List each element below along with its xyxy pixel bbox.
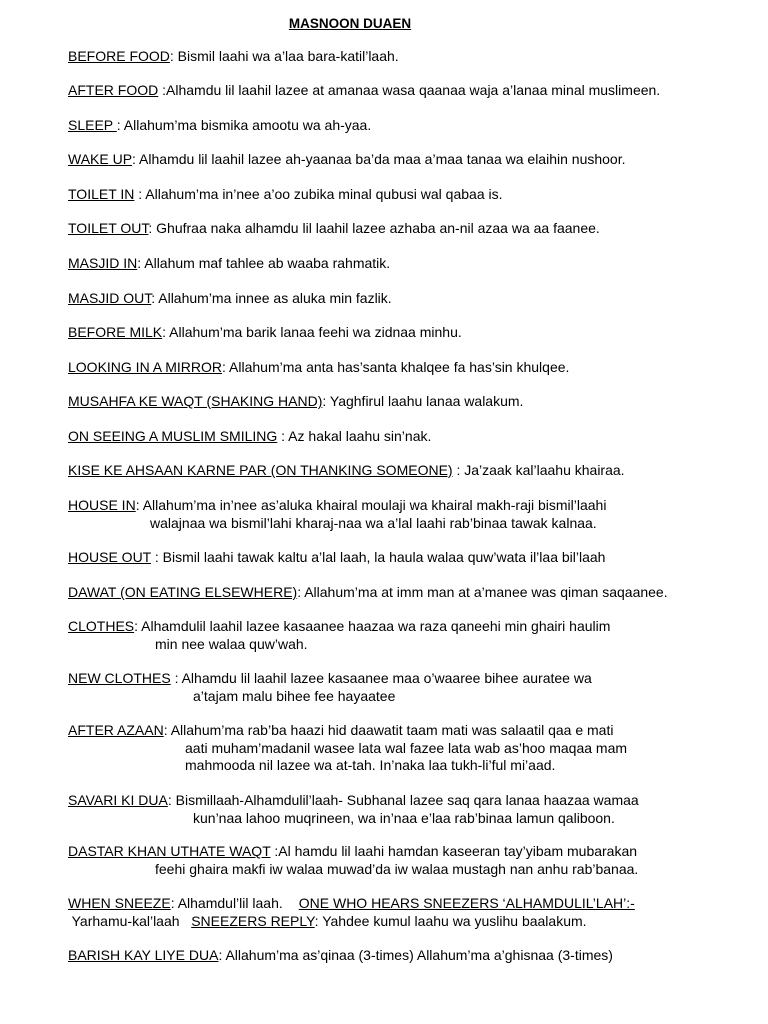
dua-separator: :	[116, 117, 121, 133]
dua-when-sneeze	[68, 895, 758, 930]
dua-separator: :	[132, 151, 136, 167]
dua-label: MUSAHFA KE WAQT (SHAKING HAND)	[68, 393, 323, 409]
dua-text: Allahum’ma innee as aluka min fazlik.	[155, 290, 392, 306]
dua-separator: :	[163, 722, 168, 738]
dua-separator: :	[277, 428, 286, 444]
dua-text: Allahum’ma in’nee a’oo zubika minal qubusi wal qabaa is.	[142, 186, 503, 202]
dua-dastar-khan	[68, 843, 758, 878]
dua-text: Bismillaah-Alhamdulil’laah- Subhanal lazee saq qara lanaa haazaa wamaa	[171, 792, 639, 808]
dua-text: Allahum’ma as’qinaa (3-times) Allahum’ma a’ghisnaa (3-times)	[222, 947, 613, 963]
dua-text: Allahum maf tahlee ab waaba rahmatik.	[141, 255, 391, 271]
dua-label: WAKE UP	[68, 151, 133, 167]
dua-text-continued: aati muham’madanil wasee lata wal fazee lata wab as’hoo maqaa mam	[185, 739, 628, 756]
dua-label: LOOKING IN A MIRROR	[68, 359, 223, 375]
dua-separator: :	[270, 843, 279, 859]
dua-thanking-someone	[68, 462, 758, 480]
dua-separator: :	[148, 220, 153, 236]
dua-label: SLEEP	[68, 117, 117, 133]
dua-label: TOILET OUT	[68, 220, 149, 236]
dua-text-continued: a’tajam malu bihee fee hayaatee	[193, 687, 396, 704]
dua-text: Alhamdu lil laahil lazee ah-yaanaa ba’da maa a’maa tanaa wa elaihin nushoor.	[135, 151, 626, 167]
dua-looking-in-mirror	[68, 359, 758, 377]
dua-text: Az hakal laahu sin’nak.	[285, 428, 432, 444]
dua-text: Bismil laahi wa a’laa bara-katil’laah.	[173, 48, 399, 64]
dua-separator: :	[162, 324, 167, 340]
dua-label: AFTER FOOD	[68, 82, 159, 98]
dua-after-food	[68, 82, 758, 100]
dua-text: Allahum’ma barik lanaa feehi wa zidnaa minhu.	[166, 324, 462, 340]
dua-separator: :	[452, 462, 461, 478]
dua-separator: :	[297, 584, 302, 600]
dua-separator: :	[134, 618, 139, 634]
dua-label: DAWAT (ON EATING ELSEWHERE)	[68, 584, 298, 600]
dua-separator: :	[170, 670, 179, 686]
dua-separator: :	[150, 549, 159, 565]
dua-text-continued: walajnaa wa bismil’lahi kharaj-naa wa a’lal laahi rab’binaa tawak kalnaa.	[150, 514, 597, 531]
dua-label: CLOTHES	[68, 618, 135, 634]
dua-separator: :	[167, 792, 172, 808]
dua-sleep	[68, 117, 758, 135]
dua-new-clothes	[68, 670, 758, 705]
dua-text: Alhamdul’lil laah.	[174, 895, 283, 911]
dua-label: NEW CLOTHES	[68, 670, 171, 686]
dua-text: Ja’zaak kal’laahu khairaa.	[460, 462, 625, 478]
dua-toilet-in	[68, 186, 758, 204]
dua-before-food	[68, 48, 758, 66]
dua-label: BEFORE MILK	[68, 324, 163, 340]
dua-toilet-out	[68, 220, 758, 238]
dua-text: Yaghfirul laahu lanaa walakum.	[326, 393, 524, 409]
dua-seeing-muslim-smiling	[68, 428, 758, 446]
dua-text: Alhamdu lil laahil lazee kasaanee maa o’waaree bihee auratee wa	[178, 670, 592, 686]
dua-before-milk	[68, 324, 758, 342]
dua-label: MASJID IN	[68, 255, 138, 271]
dua-text-continued: feehi ghaira makfi iw walaa muwad’da iw walaa mustagh nan anhu rab’banaa.	[155, 860, 639, 877]
dua-house-out	[68, 549, 758, 567]
dua-label: DASTAR KHAN UTHATE WAQT	[68, 843, 271, 859]
dua-masjid-out	[68, 290, 758, 308]
dua-dawat	[68, 584, 758, 602]
dua-separator: :	[134, 186, 143, 202]
dua-label: WHEN SNEEZE	[68, 895, 171, 911]
dua-separator: :	[169, 48, 174, 64]
dua-text: Allahum’ma at imm man at a’manee was qiman saqaanee.	[301, 584, 668, 600]
dua-label: BEFORE FOOD	[68, 48, 170, 64]
dua-text-continued: Yarhamu-kal’laah	[68, 912, 192, 929]
dua-text: Ghufraa naka alhamdu lil laahil lazee azhaba an-nil azaa wa aa faanee.	[152, 220, 600, 236]
dua-separator: :	[151, 290, 156, 306]
dua-text: Alhamdulil laahil lazee kasaanee haazaa wa raza qaneehi min ghairi haulim	[138, 618, 611, 634]
dua-text: Allahum’ma anta has’santa khalqee fa has’sin khulqee.	[225, 359, 570, 375]
dua-label-tertiary: SNEEZERS REPLY	[191, 912, 315, 929]
dua-label: SAVARI KI DUA	[68, 792, 168, 808]
dua-separator: :	[218, 947, 223, 963]
dua-text: Allahum’ma bismika amootu wa ah-yaa.	[120, 117, 372, 133]
dua-text: Al hamdu lil laahi hamdan kaseeran tay’yibam mubarakan	[278, 843, 638, 859]
dua-text: Allahum’ma rab’ba haazi hid daawatit taam mati was salaatil qaa e mati	[167, 722, 614, 738]
dua-text: Allahum’ma in’nee as’aluka khairal moulaji wa khairal makh-raji bismil’laahi	[139, 497, 607, 513]
dua-label: HOUSE IN	[68, 497, 136, 513]
dua-label: KISE KE AHSAAN KARNE PAR (ON THANKING SOMEONE)	[68, 462, 453, 478]
dua-after-azaan	[68, 722, 758, 775]
page-title: MASNOON DUAEN	[288, 16, 412, 31]
dua-text-continued: min nee walaa quw’wah.	[155, 635, 308, 652]
dua-label: ON SEEING A MUSLIM SMILING	[68, 428, 278, 444]
dua-house-in	[68, 497, 758, 532]
dua-label-secondary: ONE WHO HEARS SNEEZERS ‘ALHAMDULIL’LAH’:-	[298, 895, 635, 911]
dua-wake-up	[68, 151, 758, 169]
dua-masjid-in	[68, 255, 758, 273]
dua-text: Alhamdu lil laahil lazee at amanaa wasa qaanaa waja a’lanaa minal muslimeen.	[166, 82, 661, 98]
dua-separator: :	[222, 359, 226, 375]
dua-clothes	[68, 618, 758, 653]
dua-label: TOILET IN	[68, 186, 135, 202]
dua-label: HOUSE OUT	[68, 549, 151, 565]
dua-separator: :	[135, 497, 140, 513]
dua-text-continued: kun’naa lahoo muqrineen, wa in’naa e’laa rab’binaa lamun qaliboon.	[193, 809, 615, 826]
dua-savari	[68, 792, 758, 827]
dua-separator: :	[137, 255, 142, 271]
dua-label: AFTER AZAAN	[68, 722, 164, 738]
dua-label: BARISH KAY LIYE DUA	[68, 947, 219, 963]
dua-text-continued: : Yahdee kumul laahu wa yuslihu baalakum.	[314, 912, 587, 929]
dua-barish	[68, 947, 758, 965]
dua-separator: :	[158, 82, 167, 98]
dua-separator: :	[170, 895, 175, 911]
dua-text-continued: mahmooda nil lazee wa at-tah. In’naka laa tukh-li’ful mi’aad.	[185, 757, 556, 773]
dua-text: Bismil laahi tawak kaltu a’lal laah, la haula walaa quw’wata il’laa bil’laah	[158, 549, 606, 565]
dua-separator: :	[322, 393, 327, 409]
dua-label: MASJID OUT	[68, 290, 152, 306]
dua-shaking-hand	[68, 393, 758, 411]
